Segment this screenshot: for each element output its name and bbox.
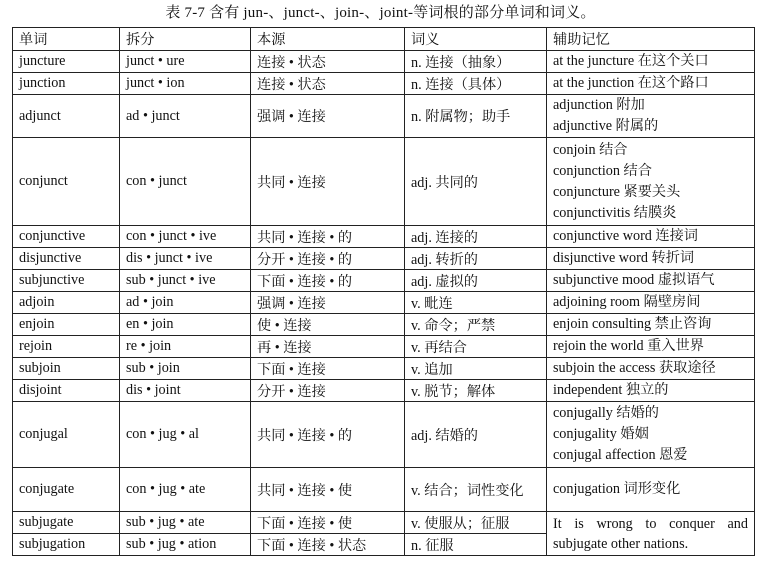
memory-aid-cell xyxy=(547,51,755,73)
memory-aid-line: independent 独立的 xyxy=(553,382,669,398)
split-cell: con • jug • ate xyxy=(120,468,251,512)
origin-cell: 分开 • 连接 xyxy=(251,380,405,402)
meaning-cell: adj. 共同的 xyxy=(405,138,547,226)
memory-aid-line: subjunctive mood 虚拟语气 xyxy=(553,272,715,288)
memory-aid-cell xyxy=(547,380,755,402)
header-word: 单词 xyxy=(13,28,120,51)
word-cell: adjoin xyxy=(13,292,120,314)
memory-aid-line: conjuncture 紧要关头 xyxy=(553,183,681,200)
meaning-cell: v. 脱节；解体 xyxy=(405,380,547,402)
memory-aid-line: adjunction 附加 xyxy=(553,97,645,113)
memory-aid-line: conjunction 结合 xyxy=(553,162,652,179)
table-row xyxy=(13,248,755,270)
meaning-cell: n. 附属物；助手 xyxy=(405,95,547,138)
table-row xyxy=(13,358,755,380)
origin-cell: 共同 • 连接 • 的 xyxy=(251,226,405,248)
table-body xyxy=(13,51,755,556)
memory-aid-line: at the juncture 在这个关口 xyxy=(553,53,709,69)
memory-aid-cell xyxy=(547,314,755,336)
origin-cell: 共同 • 连接 • 使 xyxy=(251,468,405,512)
meaning-cell: adj. 转折的 xyxy=(405,248,547,270)
split-cell: dis • junct • ive xyxy=(120,248,251,270)
memory-aid-line: conjunctivitis 结膜炎 xyxy=(553,204,677,221)
origin-cell: 下面 • 连接 xyxy=(251,358,405,380)
memory-aid-line: enjoin consulting 禁止咨询 xyxy=(553,316,712,332)
meaning-cell: adj. 结婚的 xyxy=(405,402,547,468)
memory-aid-cell xyxy=(547,73,755,95)
memory-aid-line: conjoin 结合 xyxy=(553,141,628,158)
word-cell: disjunctive xyxy=(13,248,120,270)
word-cell: juncture xyxy=(13,51,120,73)
table-row xyxy=(13,380,755,402)
meaning-cell: adj. 连接的 xyxy=(405,226,547,248)
origin-cell: 下面 • 连接 • 的 xyxy=(251,270,405,292)
table-header-row xyxy=(13,28,755,51)
word-cell: subjunctive xyxy=(13,270,120,292)
meaning-cell: v. 命令；严禁 xyxy=(405,314,547,336)
split-cell: sub • join xyxy=(120,358,251,380)
table-row xyxy=(13,73,755,95)
meaning-cell: n. 连接（抽象） xyxy=(405,51,547,73)
split-cell: con • jug • al xyxy=(120,402,251,468)
origin-cell: 再 • 连接 xyxy=(251,336,405,358)
word-cell: subjoin xyxy=(13,358,120,380)
table-row xyxy=(13,226,755,248)
table-row xyxy=(13,512,755,534)
memory-aid-line: conjugal affection 恩爱 xyxy=(553,447,688,463)
origin-cell: 使 • 连接 xyxy=(251,314,405,336)
memory-aid-line: at the junction 在这个路口 xyxy=(553,75,709,91)
memory-aid-line: disjunctive word 转折词 xyxy=(553,250,695,266)
word-cell: adjunct xyxy=(13,95,120,138)
memory-aid-line: conjunctive word 连接词 xyxy=(553,228,698,244)
memory-aid-cell xyxy=(547,226,755,248)
origin-cell: 下面 • 连接 • 状态 xyxy=(251,534,405,556)
split-cell: con • junct • ive xyxy=(120,226,251,248)
meaning-cell: v. 使服从；征服 xyxy=(405,512,547,534)
word-cell: conjugate xyxy=(13,468,120,512)
split-cell: sub • jug • ate xyxy=(120,512,251,534)
word-cell: disjoint xyxy=(13,380,120,402)
origin-cell: 共同 • 连接 xyxy=(251,138,405,226)
meaning-cell: v. 结合；词性变化 xyxy=(405,468,547,512)
origin-cell: 连接 • 状态 xyxy=(251,51,405,73)
memory-aid-line: adjunctive 附属的 xyxy=(553,118,659,134)
word-cell: enjoin xyxy=(13,314,120,336)
word-root-table xyxy=(12,27,755,556)
split-cell: junct • ion xyxy=(120,73,251,95)
word-cell: subjugation xyxy=(13,534,120,556)
memory-aid-cell xyxy=(547,270,755,292)
memory-aid-line: subjoin the access 获取途径 xyxy=(553,360,716,376)
meaning-cell: v. 再结合 xyxy=(405,336,547,358)
meaning-cell: adj. 虚拟的 xyxy=(405,270,547,292)
meaning-cell: n. 征服 xyxy=(405,534,547,556)
memory-aid-cell xyxy=(547,402,755,468)
origin-cell: 强调 • 连接 xyxy=(251,95,405,138)
table-row xyxy=(13,468,755,512)
memory-aid-cell xyxy=(547,468,755,512)
split-cell: junct • ure xyxy=(120,51,251,73)
memory-aid-cell xyxy=(547,95,755,138)
origin-cell: 强调 • 连接 xyxy=(251,292,405,314)
split-cell: re • join xyxy=(120,336,251,358)
split-cell: en • join xyxy=(120,314,251,336)
meaning-cell: n. 连接（具体） xyxy=(405,73,547,95)
table-caption: 表 7-7 含有 jun-、junct-、join-、joint-等词根的部分单词和词义。 xyxy=(165,5,596,21)
memory-aid-cell xyxy=(547,358,755,380)
word-cell: junction xyxy=(13,73,120,95)
table-row xyxy=(13,314,755,336)
split-cell: dis • joint xyxy=(120,380,251,402)
word-cell: subjugate xyxy=(13,512,120,534)
table-row xyxy=(13,138,755,226)
memory-aid-line: conjugality 婚姻 xyxy=(553,426,649,442)
origin-cell: 共同 • 连接 • 的 xyxy=(251,402,405,468)
split-cell: ad • junct xyxy=(120,95,251,138)
table-row xyxy=(13,95,755,138)
memory-aid-line: adjoining room 隔壁房间 xyxy=(553,294,701,310)
split-cell: sub • junct • ive xyxy=(120,270,251,292)
header-memory-aid: 辅助记忆 xyxy=(547,28,755,51)
table-row xyxy=(13,292,755,314)
origin-cell: 下面 • 连接 • 使 xyxy=(251,512,405,534)
table-row xyxy=(13,51,755,73)
word-cell: conjunctive xyxy=(13,226,120,248)
meaning-cell: v. 毗连 xyxy=(405,292,547,314)
memory-aid-line: conjugation 词形变化 xyxy=(553,481,681,497)
split-cell: ad • join xyxy=(120,292,251,314)
word-cell: rejoin xyxy=(13,336,120,358)
table-row xyxy=(13,336,755,358)
header-split: 拆分 xyxy=(120,28,251,51)
origin-cell: 连接 • 状态 xyxy=(251,73,405,95)
split-cell: con • junct xyxy=(120,138,251,226)
word-cell: conjunct xyxy=(13,138,120,226)
memory-aid-cell xyxy=(547,248,755,270)
memory-aid-line: conjugally 结婚的 xyxy=(553,405,659,421)
header-origin: 本源 xyxy=(251,28,405,51)
word-cell: conjugal xyxy=(13,402,120,468)
meaning-cell: v. 追加 xyxy=(405,358,547,380)
memory-aid-line: rejoin the world 重入世界 xyxy=(553,338,704,354)
origin-cell: 分开 • 连接 • 的 xyxy=(251,248,405,270)
table-row xyxy=(13,270,755,292)
table-row xyxy=(13,402,755,468)
memory-aid-cell xyxy=(547,336,755,358)
memory-aid-cell xyxy=(547,292,755,314)
memory-aid-cell xyxy=(547,138,755,226)
split-cell: sub • jug • ation xyxy=(120,534,251,556)
header-meaning: 词义 xyxy=(405,28,547,51)
shared-memory-aid-cell: It is wrong to conquer and subjugate other nations. xyxy=(547,512,755,556)
